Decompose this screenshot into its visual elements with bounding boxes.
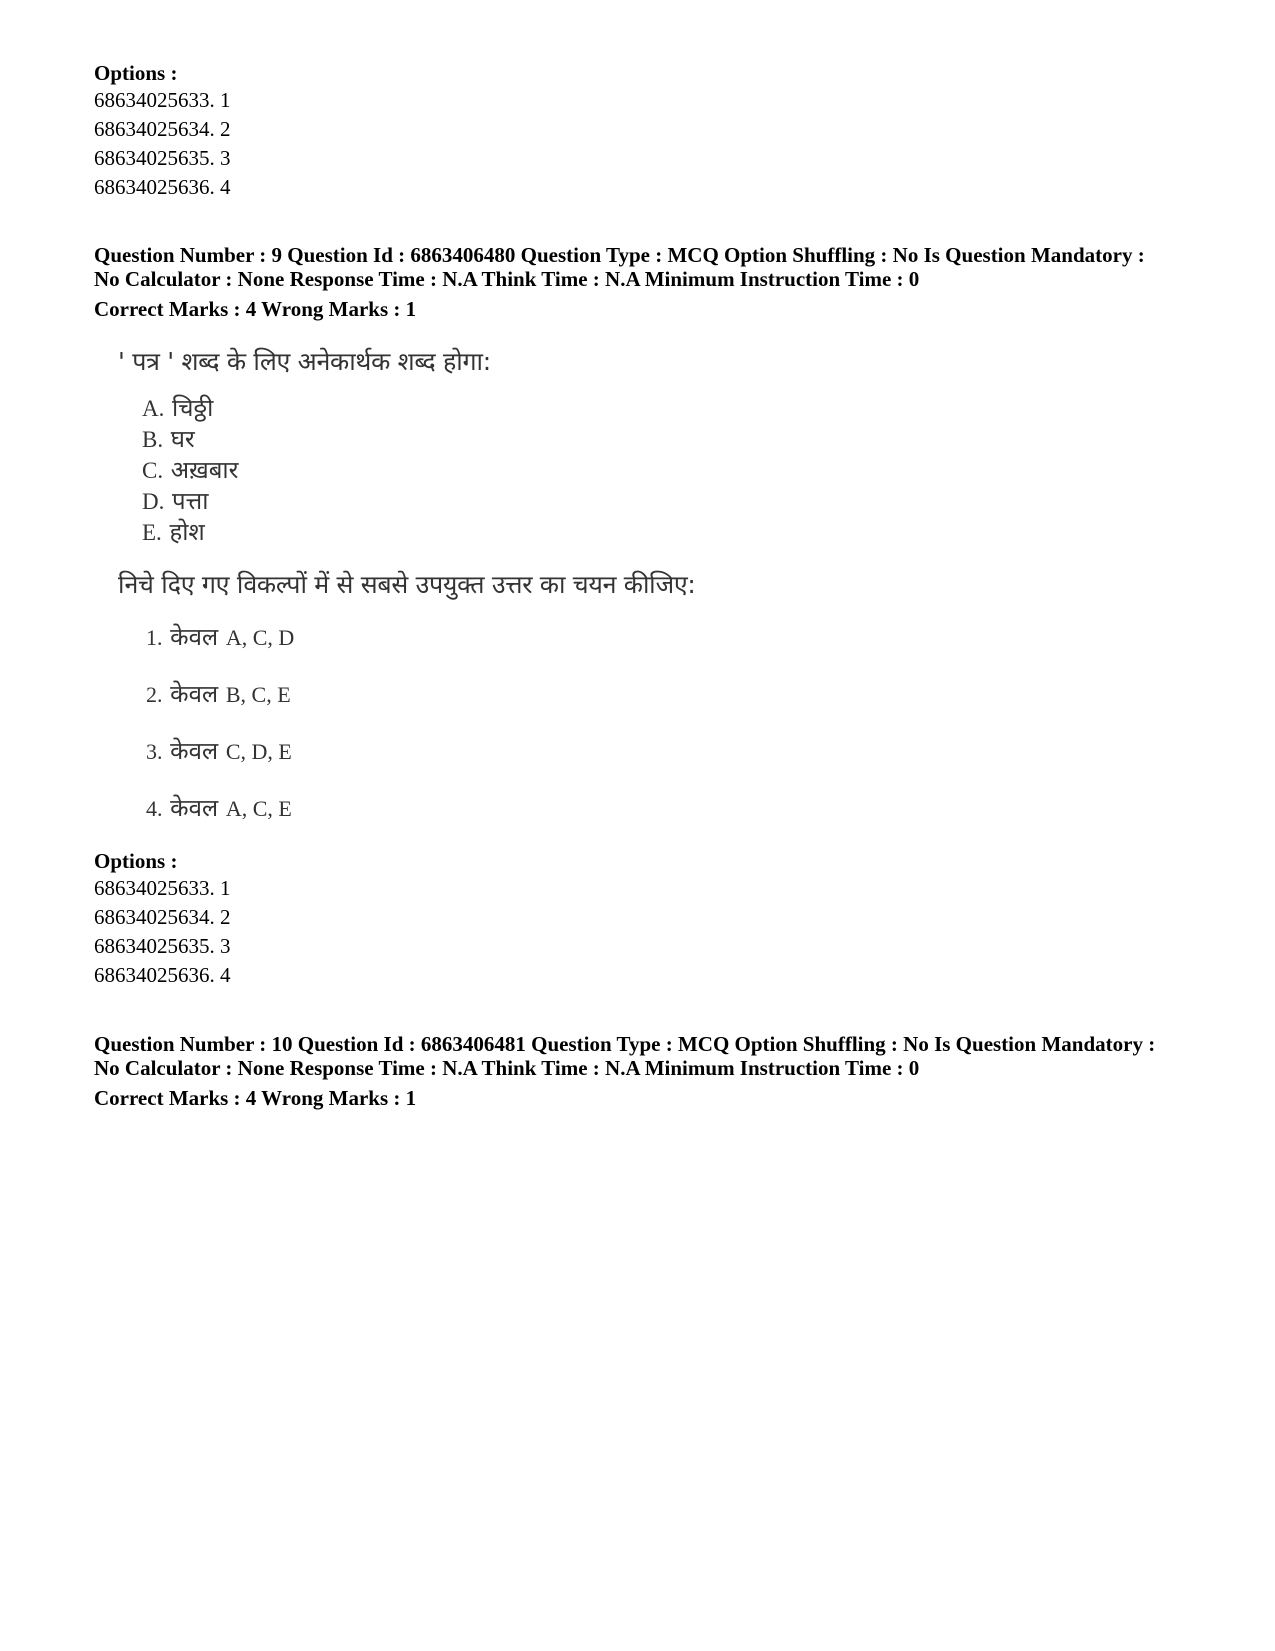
- statement-text: घर: [170, 425, 195, 453]
- question-9-body: [118, 345, 738, 848]
- statement-text: होश: [169, 518, 205, 546]
- question-meta-line-1: Question Number : 10 Question Id : 6863406481 Question Type : MCQ Option Shuffling : No Is Question Mandatory :: [94, 1032, 1156, 1056]
- answer-word: केवल: [170, 623, 219, 651]
- answer-choice-list: [146, 620, 738, 826]
- question-9-header: [94, 243, 1204, 321]
- answer-choice: [146, 677, 738, 712]
- statement-letter: D.: [142, 489, 165, 514]
- question-stem: ' पत्र ' शब्द के लिए अनेकार्थक शब्द होगा:: [118, 347, 491, 376]
- statement-item: [142, 517, 738, 548]
- statement-item: [142, 486, 738, 517]
- statement-text: अख़बार: [170, 456, 239, 484]
- statement-item: [142, 455, 738, 486]
- option-item: 68634025636. 4: [94, 963, 231, 987]
- answer-number: 1.: [146, 625, 163, 650]
- answer-choice: [146, 734, 738, 769]
- option-item: 68634025633. 1: [94, 876, 231, 900]
- answer-word: केवल: [170, 737, 219, 765]
- answer-choice: [146, 620, 738, 655]
- answer-number: 2.: [146, 682, 163, 707]
- option-item: 68634025633. 1: [94, 88, 231, 112]
- statement-letter: C.: [142, 458, 164, 483]
- options-title: Options :: [94, 849, 178, 873]
- answer-letters: B, C, E: [225, 682, 291, 707]
- answer-letters: A, C, D: [225, 625, 295, 650]
- answer-letters: C, D, E: [225, 739, 292, 764]
- statement-text: चिठ्ठी: [172, 394, 214, 422]
- option-item: 68634025635. 3: [94, 934, 231, 958]
- statement-letter: A.: [142, 396, 165, 421]
- option-item: 68634025634. 2: [94, 117, 231, 141]
- question-meta-line-2: No Calculator : None Response Time : N.A Think Time : N.A Minimum Instruction Time : 0: [94, 267, 920, 291]
- answer-letters: A, C, E: [225, 796, 292, 821]
- option-item: 68634025634. 2: [94, 905, 231, 929]
- answer-word: केवल: [170, 680, 219, 708]
- statement-list: [142, 393, 738, 548]
- statement-letter: B.: [142, 427, 164, 452]
- question-10-header: [94, 1032, 1204, 1110]
- question-marks: Correct Marks : 4 Wrong Marks : 1: [94, 297, 417, 321]
- question-instruction: निचे दिए गए विकल्पों में से सबसे उपयुक्त उत्तर का चयन कीजिए:: [118, 570, 696, 599]
- answer-number: 3.: [146, 739, 163, 764]
- options-block-question-9: [94, 848, 231, 990]
- statement-item: [142, 393, 738, 424]
- statement-letter: E.: [142, 520, 162, 545]
- statement-text: पत्ता: [172, 487, 209, 515]
- question-meta-line-1: Question Number : 9 Question Id : 6863406480 Question Type : MCQ Option Shuffling : No Is Question Mandatory :: [94, 243, 1145, 267]
- option-item: 68634025636. 4: [94, 175, 231, 199]
- answer-number: 4.: [146, 796, 163, 821]
- question-meta-line-2: No Calculator : None Response Time : N.A Think Time : N.A Minimum Instruction Time : 0: [94, 1056, 920, 1080]
- answer-word: केवल: [170, 794, 219, 822]
- options-block-previous: [94, 60, 231, 202]
- option-item: 68634025635. 3: [94, 146, 231, 170]
- answer-choice: [146, 791, 738, 826]
- statement-item: [142, 424, 738, 455]
- question-marks: Correct Marks : 4 Wrong Marks : 1: [94, 1086, 417, 1110]
- options-title: Options :: [94, 61, 178, 85]
